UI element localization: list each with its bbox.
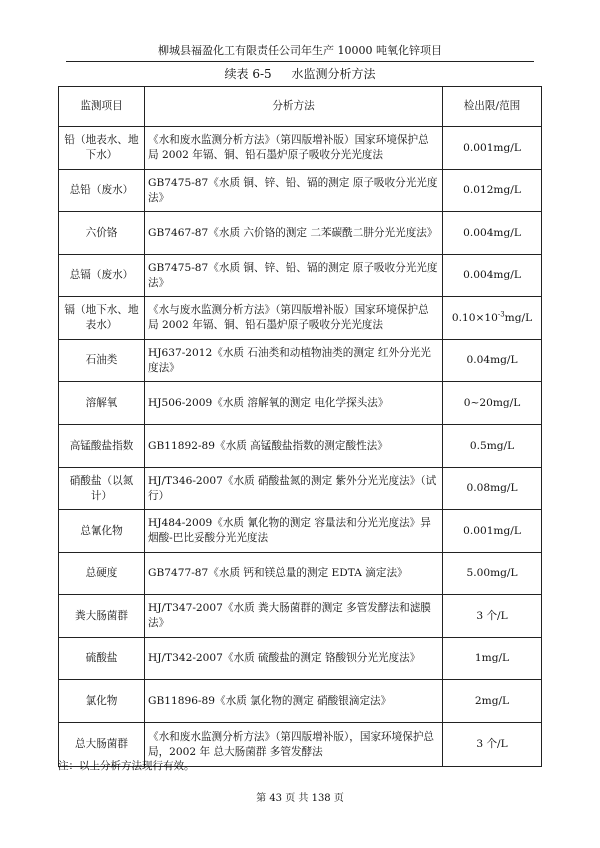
item-cell: 六价铬 xyxy=(59,212,145,255)
item-cell: 总氰化物 xyxy=(59,510,145,553)
item-cell: 镉（地下水、地表水） xyxy=(59,297,145,340)
item-cell: 总镉（废水） xyxy=(59,255,145,297)
table-title xyxy=(66,66,534,82)
item-cell: 总铅（废水） xyxy=(59,170,145,212)
column-header-limit: 检出限/范围 xyxy=(443,87,542,127)
limit-cell: 2mg/L xyxy=(443,680,542,723)
item-cell: 铅（地表水、地下水） xyxy=(59,127,145,170)
item-cell: 高锰酸盐指数 xyxy=(59,425,145,468)
limit-unit: mg/L xyxy=(504,311,533,324)
page-number: 第 43 页 共 138 页 xyxy=(256,793,344,804)
method-cell: GB7475-87《水质 铜、锌、铅、镉的测定 原子吸收分光光度法》 xyxy=(145,255,443,297)
table-row xyxy=(59,382,542,425)
limit-cell: 3 个/L xyxy=(443,595,542,638)
limit-cell xyxy=(443,297,542,340)
item-cell: 总大肠菌群 xyxy=(59,723,145,767)
method-cell: HJ/T346-2007《水质 硝酸盐氮的测定 紫外分光光度法》（试行） xyxy=(145,468,443,510)
limit-cell: 0.04mg/L xyxy=(443,340,542,382)
limit-cell: 0.012mg/L xyxy=(443,170,542,212)
limit-cell: 3 个/L xyxy=(443,723,542,767)
limit-base: 0.10×10 xyxy=(451,311,498,324)
table-row xyxy=(59,297,542,340)
limit-cell: 1mg/L xyxy=(443,638,542,680)
table-row xyxy=(59,255,542,297)
item-cell: 硫酸盐 xyxy=(59,638,145,680)
item-cell: 溶解氧 xyxy=(59,382,145,425)
table-row xyxy=(59,340,542,382)
method-cell: HJ484-2009《水质 氰化物的测定 容量法和分光光度法》异烟酸-巴比妥酸分光光度法 xyxy=(145,510,443,553)
table-row xyxy=(59,468,542,510)
limit-cell: 0.004mg/L xyxy=(443,255,542,297)
table-row xyxy=(59,553,542,595)
item-cell: 总硬度 xyxy=(59,553,145,595)
table-row xyxy=(59,212,542,255)
method-cell: 《水与废水监测分析方法》（第四版增补版）国家环境保护总局 2002 年镉、铜、铅石墨炉原子吸收分光光度法 xyxy=(145,297,443,340)
column-header-item: 监测项目 xyxy=(59,87,145,127)
table-row xyxy=(59,638,542,680)
water-monitoring-methods-table xyxy=(58,86,542,767)
method-cell: 《水和废水监测分析方法》（第四版增补版）国家环境保护总局 2002 年镉、铜、铅石墨炉原子吸收分光光度法 xyxy=(145,127,443,170)
table-header-row xyxy=(59,87,542,127)
table-row xyxy=(59,425,542,468)
running-header: 柳城县福盈化工有限责任公司年生产 10000 吨氧化锌项目 xyxy=(158,44,442,57)
limit-cell: 5.00mg/L xyxy=(443,553,542,595)
method-cell: GB7467-87《水质 六价铬的测定 二苯碳酰二肼分光光度法》 xyxy=(145,212,443,255)
table-row xyxy=(59,595,542,638)
method-cell: 《水和废水监测分析方法》（第四版增补版），国家环境保护总局，2002 年 总大肠菌群 多管发酵法 xyxy=(145,723,443,767)
limit-cell: 0.001mg/L xyxy=(443,510,542,553)
method-cell: HJ637-2012《水质 石油类和动植物油类的测定 红外分光光度法》 xyxy=(145,340,443,382)
method-cell: GB7477-87《水质 钙和镁总量的测定 EDTA 滴定法》 xyxy=(145,553,443,595)
table-number: 续表 6-5 xyxy=(224,67,272,81)
table-note: 注：以上分析方法现行有效。 xyxy=(58,760,195,772)
limit-exponent: -3 xyxy=(497,309,505,318)
item-cell: 氯化物 xyxy=(59,680,145,723)
item-cell: 石油类 xyxy=(59,340,145,382)
method-cell: HJ/T347-2007《水质 粪大肠菌群的测定 多管发酵法和滤膜法》 xyxy=(145,595,443,638)
column-header-method: 分析方法 xyxy=(145,87,443,127)
item-cell: 硝酸盐（以氮计） xyxy=(59,468,145,510)
method-cell: HJ/T342-2007《水质 硫酸盐的测定 铬酸钡分光光度法》 xyxy=(145,638,443,680)
table-row xyxy=(59,127,542,170)
limit-cell: 0.08mg/L xyxy=(443,468,542,510)
table-row xyxy=(59,680,542,723)
limit-cell: 0.001mg/L xyxy=(443,127,542,170)
limit-cell: 0~20mg/L xyxy=(443,382,542,425)
limit-cell: 0.004mg/L xyxy=(443,212,542,255)
header-rule xyxy=(66,61,534,62)
method-cell: GB11896-89《水质 氯化物的测定 硝酸银滴定法》 xyxy=(145,680,443,723)
method-cell: GB11892-89《水质 高锰酸盐指数的测定酸性法》 xyxy=(145,425,443,468)
item-cell: 粪大肠菌群 xyxy=(59,595,145,638)
limit-cell: 0.5mg/L xyxy=(443,425,542,468)
method-cell: HJ506-2009《水质 溶解氧的测定 电化学探头法》 xyxy=(145,382,443,425)
table-caption: 水监测分析方法 xyxy=(291,67,376,81)
table-row xyxy=(59,170,542,212)
method-cell: GB7475-87《水质 铜、锌、铅、镉的测定 原子吸收分光光度法》 xyxy=(145,170,443,212)
table-row xyxy=(59,510,542,553)
